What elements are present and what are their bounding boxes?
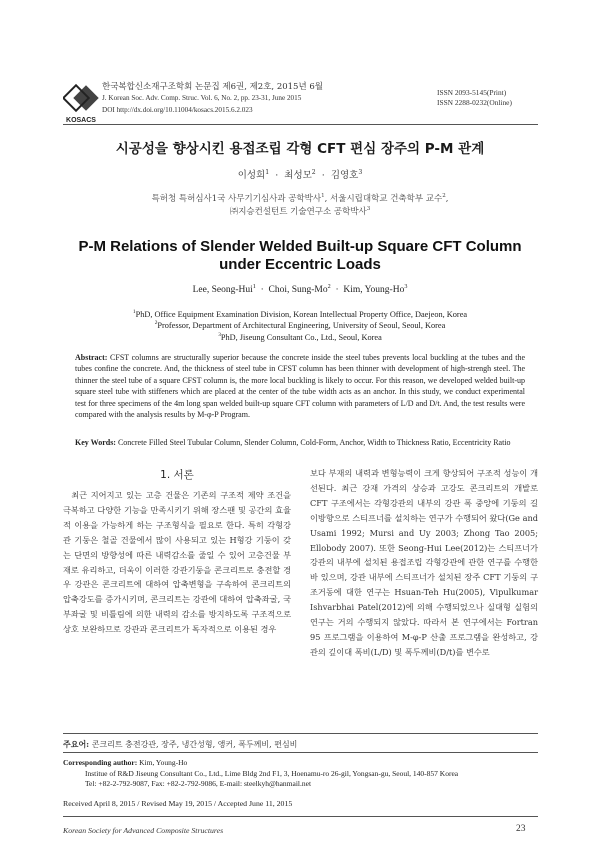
abstract-label: Abstract: xyxy=(75,353,108,362)
svg-text:KOSACS: KOSACS xyxy=(66,117,96,124)
page-number: 23 xyxy=(516,824,526,834)
header-divider xyxy=(63,124,538,125)
doi-link[interactable]: DOI http://dx.doi.org/10.11004/kosacs.2015.6.2.023 xyxy=(102,106,253,114)
author-list-en: Lee, Seong-Hui$^1$ · Choi, Sung-Mo$^2$ · Kim, Young-Ho$^3$ xyxy=(192,283,408,295)
keywords-text: Concrete Filled Steel Tubular Column, Slender Column, Cold-Form, Anchor, Width to Thickness Ratio, Eccentricity Ratio xyxy=(117,438,511,447)
issn-online: ISSN 2288-0232(Online) xyxy=(437,98,512,107)
affiliation-kr: 특허청 특허심사1국 사무기기심사과 공학박사$^1$, 서울시립대학교 건축학부 교수$^2$, ㈜지승컨설턴트 기술연구소 공학박사$^3$ xyxy=(151,193,449,217)
issn-print: ISSN 2093-5145(Print) xyxy=(437,88,507,97)
author-en-3: Kim, Young-Ho xyxy=(343,285,405,295)
author-kr-3: 김영호 xyxy=(330,170,359,181)
abstract-text: CFST columns are structurally superior because the concrete inside the steel tubes prevents local buckling at the tubes and the tubes confine the concrete. And, the thickness of steel tube in CFST column has been thinner with development of high-strengh steel. The thinner the steel tube of a square CFST column is, the more local buckling is likely to occur. For this reason, we developed welded built-up square steel tube with stiffeners which are placed at the center of the tube width acts as an anchor. In this study, we conduct experimental test for three specimens of the 4m long span welded built-up square CFT column with parameters of L/D and D/t. And, the test results were compared with the analysis results by M-φ-P Program. xyxy=(75,353,526,420)
author-en-2: Choi, Sung-Mo xyxy=(268,285,328,295)
body-column-right: 보다 부재의 내력과 변형능력이 크게 향상되어 구조적 성능이 개선된다. 최근 강재 가격의 상승과 고강도 콘크리트의 개발로 CFT 구조에서는 각형강관의 내부의 강관 폭 중앙에 기둥의 길이방향으로 스티프너를 설치하는 연구가 수행되어 왔다(Ge and Usami 1992; Mursi and Uy 2003; Zhong Tao 2005; Ellobody 2007). 또한 Seong-Hui Lee(2012)는 스티프너가 강관의 내부에 설치된 용접조립 각형강관에 관한 연구를 수행한 바 있으며, 강관 내부에 스티프너가 설치된 장주 CFT 기둥의 구조거동에 대한 연구는 Hsuan-Teh Hu(2005), Vipulkumar Ishvarbhai Patel(2012)에 의해 수행되었으나 실대형 실험의 연구는 거의 수행되지 않았다. 따라서 본 연구에서는 Fortran 95 프로그램을 이용하여 M-φ-P 산출 프로그램을 완성하고, 강관의 깊이대 폭비(L/D) 및 폭두께비(D/t)를 변수로 xyxy=(310,468,538,657)
journal-citation: J. Korean Soc. Adv. Comp. Struc. Vol. 6, No. 2, pp. 23-31, June 2015 xyxy=(102,94,302,102)
paper-title-kr: 시공성을 향상시킨 용접조립 각형 CFT 편심 장주의 P-M 관계 xyxy=(115,141,485,157)
keywords xyxy=(75,437,525,448)
author-en-1: Lee, Seong-Hui xyxy=(192,285,253,295)
body-column-left: 최근 지어지고 있는 고층 건물은 기존의 구조적 제약 조건을 극복하고 다양한 기능을 만족시키기 위해 장스팬 및 공간의 효율적 이용을 가능하게 하는 구조형식을 필요로 한다. 특히 각형강관 기둥은 철골 건물에서 많이 사용되고 있는 H형강 기둥이 갖는 단면의 방향성에 따른 내력감소를 줄일 수 있어 고층건물 부재로 유리하고, 더욱이 이러한 강관기둥을 콘크리트로 충전할 경우 강관은 콘크리트에 대하여 압축변형을 구속하여 콘크리트의 압축강도를 증가시키며, 콘크리트는 강관에 대하여 압축좌굴, 국부좌굴 및 비틀림에 의한 내력의 감소를 방지하도록 구조적으로 상호 보완하므로 강관과 콘크리트가 독자적으로 이용된 경우 xyxy=(63,490,291,635)
abstract xyxy=(75,352,525,420)
received-dates: Received April 8, 2015 / Revised May 19, 2015 / Accepted June 11, 2015 xyxy=(63,799,293,808)
corresponding-address: Institue of R&D Jiseung Consultant Co., Ltd., Lime Bldg 2nd F1, 3, Hoenamu-ro 26-gil, Yongsan-gu, Seoul, 140-857 Korea xyxy=(85,768,459,778)
journal-logo xyxy=(63,81,99,125)
paper-title-en: P-M Relations of Slender Welded Built-up Square CFT Column under Eccentric Loads xyxy=(78,238,522,273)
section-title-introduction: 1. 서론 xyxy=(160,469,194,481)
footnote-divider-2 xyxy=(63,752,538,753)
corresponding-label: Corresponding author: xyxy=(63,758,138,767)
keywords-kr-label: 주요어: xyxy=(63,739,90,749)
author-kr-2: 최성모 xyxy=(284,170,312,181)
keywords-kr xyxy=(63,739,297,750)
author-list-kr: 이성희$^1$ · 최성모$^2$ · 김영호$^3$ xyxy=(237,168,363,181)
affiliation-en: $^1$PhD, Office Equipment Examination Division, Korean Intellectual Property Office, Daejeon, Korea $^2$Professor, Department of Architectural Engineering, University of Seoul, Seoul, Korea $^3$PhD, Jiseung Consultant Co., Ltd., Seoul, Korea xyxy=(132,309,468,342)
corresponding-author xyxy=(63,758,458,790)
author-kr-1: 이성희 xyxy=(237,170,266,181)
corresponding-name: Kim, Young-Ho xyxy=(139,758,188,767)
keywords-label: Key Words: xyxy=(75,438,116,447)
footer-divider xyxy=(63,816,538,817)
journal-name-kr: 한국복합신소재구조학회 논문집 제6권, 제2호, 2015년 6월 xyxy=(102,82,323,92)
footnote-divider xyxy=(63,733,538,734)
keywords-kr-text: 콘크리트 충전강관, 장주, 냉간성형, 앵커, 폭두께비, 편심비 xyxy=(91,740,298,749)
footer-journal-name: Korean Society for Advanced Composite Structures xyxy=(63,826,224,835)
corresponding-contact: Tel: +82-2-792-9087, Fax: +82-2-792-9086, E-mail: steelkyh@hanmail.net xyxy=(85,779,312,788)
